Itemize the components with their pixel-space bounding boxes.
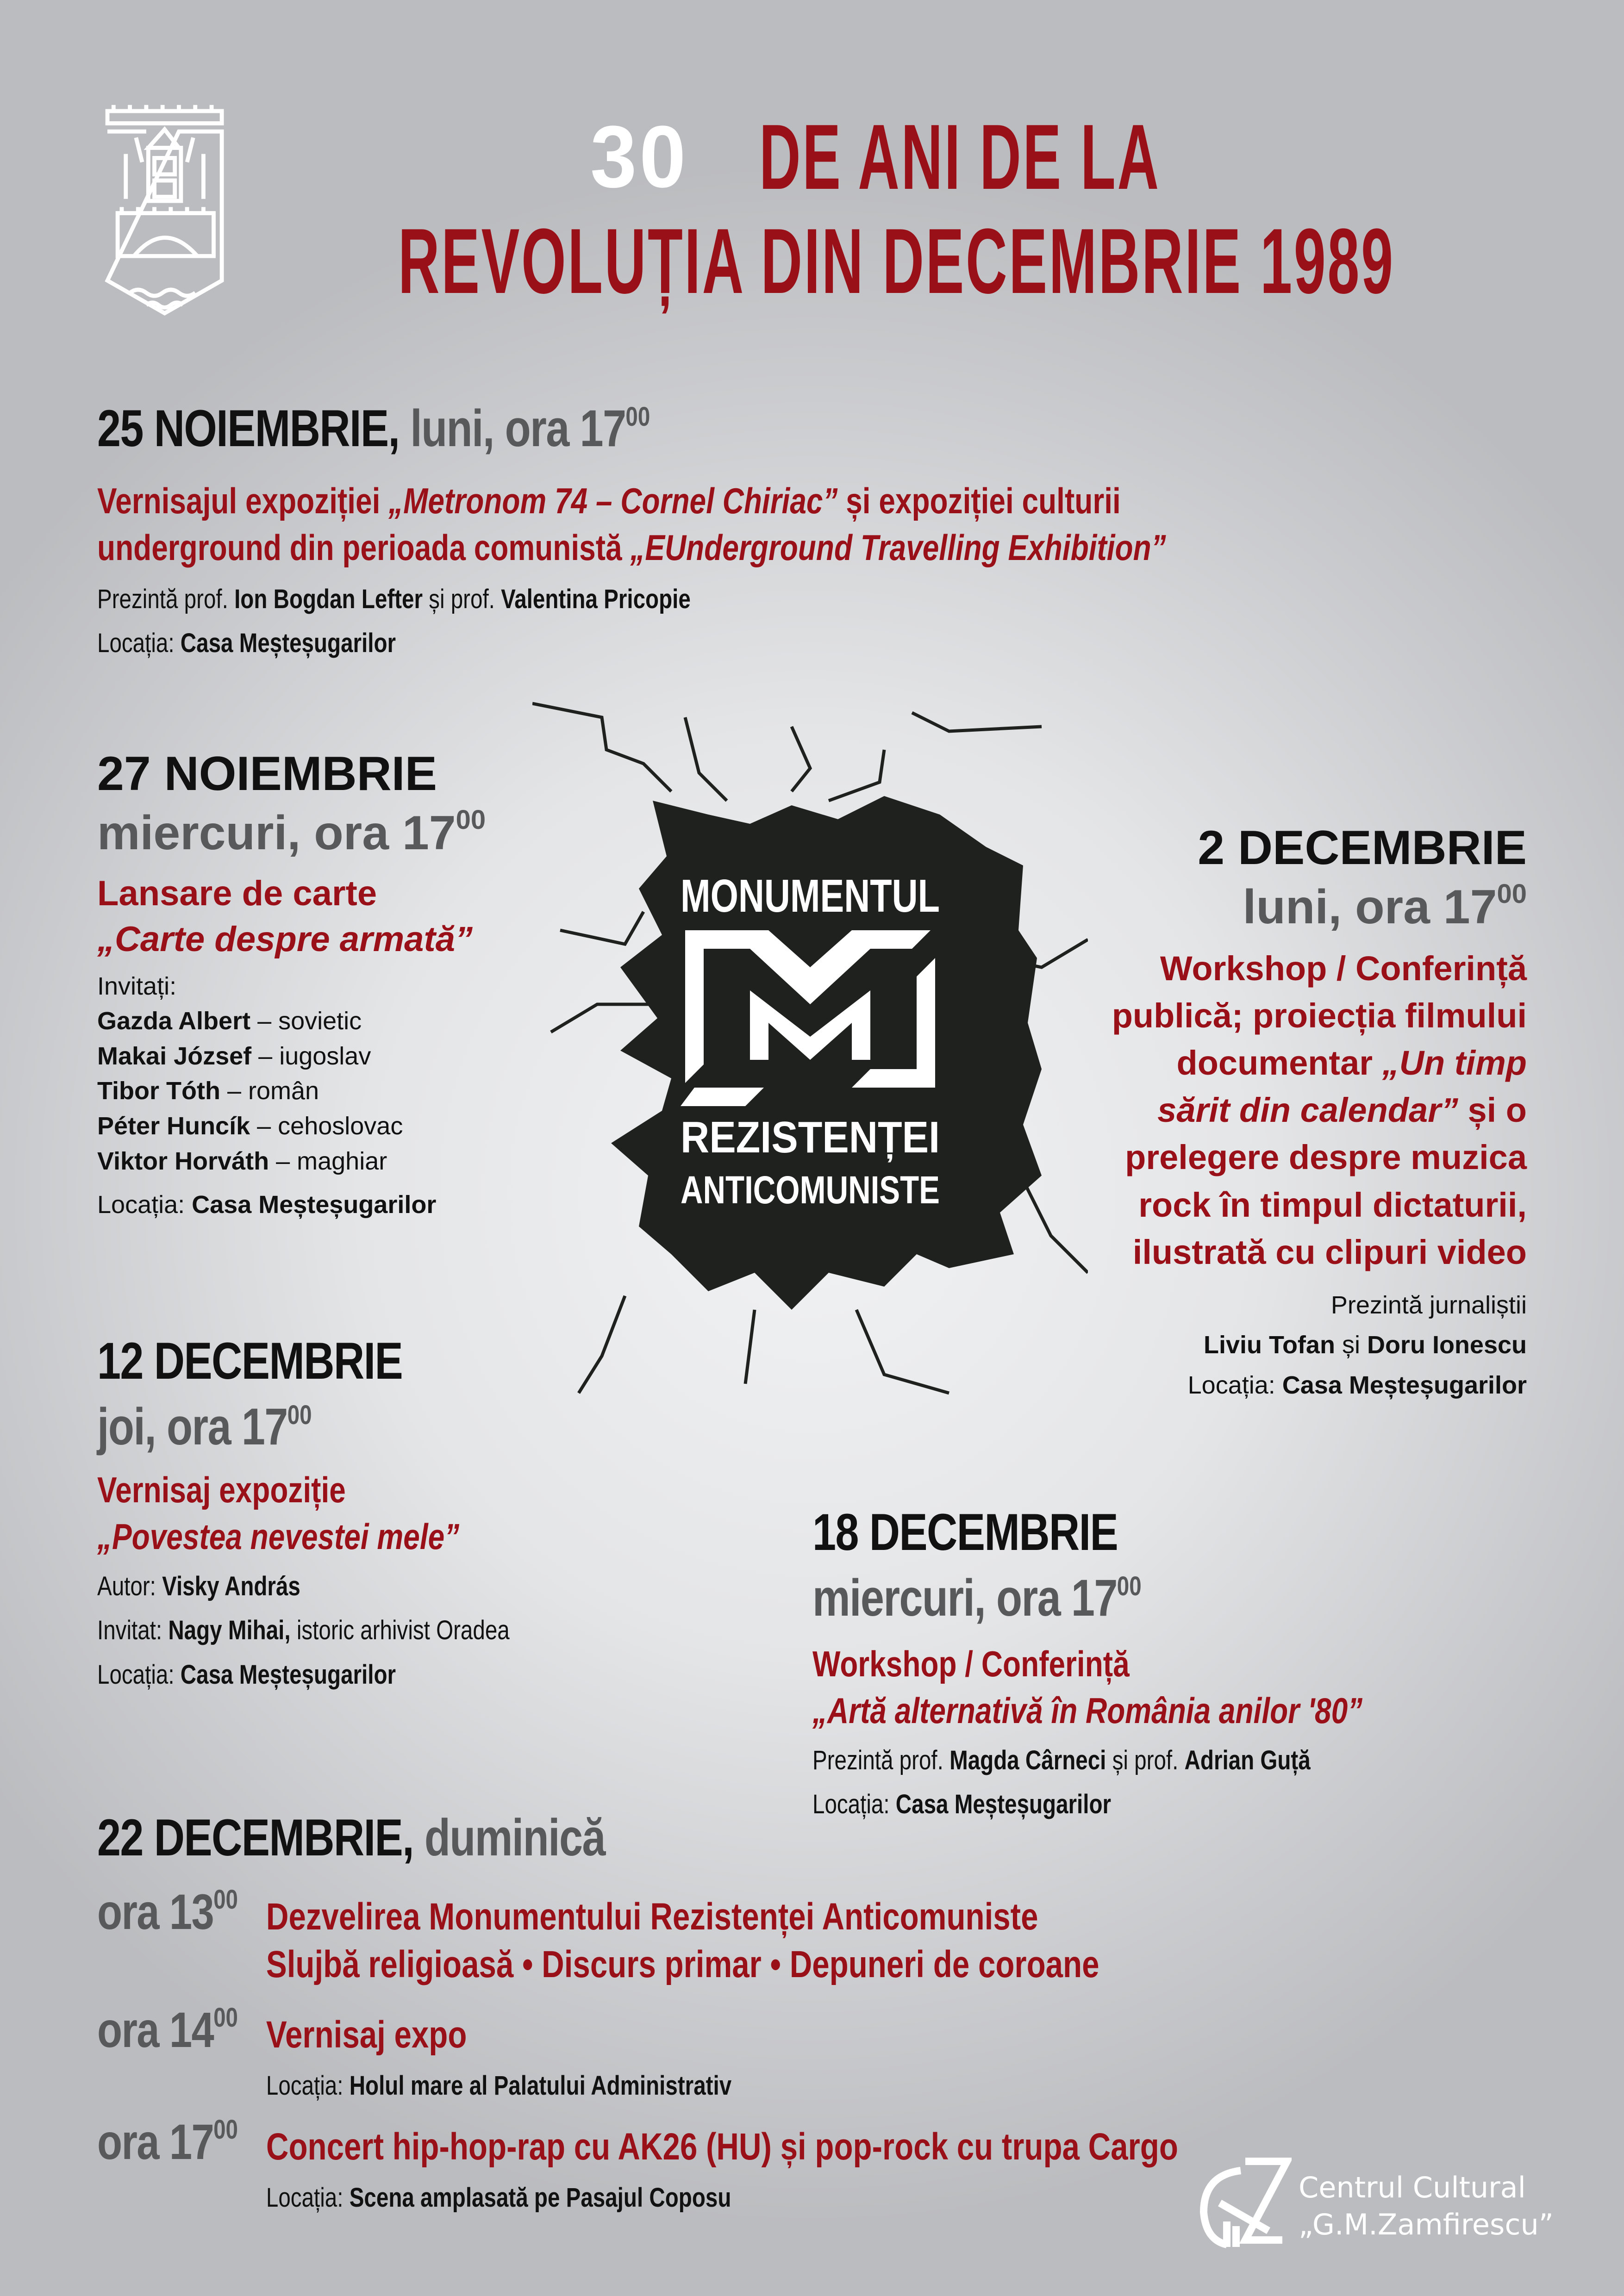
slot-time: ora $14^{00}$ — [97, 2002, 238, 2058]
event-author: Autor: Visky András — [97, 1571, 300, 1601]
event-date: 18 DECEMBRIE — [812, 1503, 1118, 1561]
schedule-slot — [97, 2002, 1540, 2108]
event-date: 22 DECEMBRIE, duminică — [97, 1809, 605, 1867]
svg-text:MONUMENTUL: MONUMENTUL — [681, 870, 940, 922]
event-location: Locația: Casa Meșteșugarilor — [97, 1660, 396, 1690]
event-subtitle: „Carte despre armată” — [97, 919, 473, 959]
event-guest: Invitat: Nagy Mihai, istoric arhivist Oradea — [97, 1615, 510, 1646]
org-name-line2: „G.M.Zamfirescu” — [1299, 2208, 1554, 2241]
event-location: Locația: Casa Meșteșugarilor — [97, 1191, 437, 1219]
slot-details: Concert hip-hop-rap cu AK26 (HU) și pop-rock cu trupa Cargo Locația: Scena amplasată pe Pasajul Coposu — [266, 2126, 1178, 2213]
slot-time: ora $17^{00}$ — [97, 2114, 238, 2170]
event-day-time: luni, ora $17^{00}$ — [1243, 879, 1527, 934]
svg-text:ANTICOMUNISTE: ANTICOMUNISTE — [681, 1168, 940, 1212]
event-18-decembrie — [812, 1503, 1553, 1827]
event-presenters: Liviu Tofan și Doru Ionescu — [1203, 1331, 1527, 1359]
slot-details: Vernisaj expo Locația: Holul mare al Palatului Administrativ — [266, 2014, 732, 2101]
oradea-coat-of-arms-icon — [97, 97, 236, 333]
guest-item: Makai József – iugoslav — [97, 1042, 371, 1070]
org-name-line1: Centrul Cultural — [1299, 2171, 1526, 2204]
slot-time: ora $13^{00}$ — [97, 1884, 238, 1940]
event-date: 12 DECEMBRIE — [97, 1332, 403, 1390]
event-day-time: miercuri, ora $17^{00}$ — [97, 805, 486, 860]
guest-item: Viktor Horváth – maghiar — [97, 1147, 387, 1175]
event-location: Locația: Casa Meșteșugarilor — [1187, 1371, 1527, 1399]
event-location: Locația: Casa Meșteșugarilor — [97, 628, 396, 659]
event-presenters: Prezintă prof. Magda Cârneci și prof. Adrian Guță — [812, 1745, 1311, 1775]
guest-item: Gazda Albert – sovietic — [97, 1007, 362, 1035]
guest-list — [97, 1004, 653, 1179]
event-title: Workshop / Conferință — [812, 1643, 1130, 1684]
event-12-decembrie — [97, 1332, 699, 1697]
title-number: 30 — [590, 108, 689, 206]
event-day-time: joi, ora $17^{00}$ — [97, 1398, 312, 1456]
guests-label: Invitați: — [97, 972, 177, 1000]
event-2-decembrie — [948, 821, 1527, 1405]
event-subtitle: „Povestea nevestei mele” — [97, 1516, 460, 1557]
title-line-2: REVOLUȚIA DIN DECEMBRIE 1989 — [398, 210, 1395, 313]
event-date: 2 DECEMBRIE — [1198, 821, 1527, 875]
slot-details: Dezvelirea Monumentului Rezistenței Anticomuniste Slujbă religioasă • Discurs primar • Depuneri de coroane — [266, 1896, 1099, 1985]
event-date: 25 NOIEMBRIE, luni, ora $17^{00}$ — [97, 399, 650, 457]
guest-item: Tibor Tóth – român — [97, 1077, 319, 1105]
event-day-time: miercuri, ora $17^{00}$ — [812, 1569, 1142, 1627]
gmz-logo-icon — [1194, 2157, 1292, 2249]
event-title: Vernisajul expoziției „Metronom 74 – Cornel Chiriac” și expoziției culturii underground din perioada comunistă „EUnderground Travelling Exhibition” — [97, 480, 1166, 568]
event-subtitle: „Artă alternativă în România anilor '80” — [812, 1690, 1363, 1731]
event-presenters: Prezintă prof. Ion Bogdan Lefter și prof. Valentina Pricopie — [97, 584, 691, 614]
centrul-cultural-logo — [1194, 2157, 1579, 2249]
event-25-noiembrie — [97, 399, 1579, 666]
event-title: Lansare de carte — [97, 874, 377, 913]
event-27-noiembrie — [97, 747, 653, 1226]
event-presenters-label: Prezintă jurnaliștii — [1330, 1291, 1527, 1319]
schedule-slot — [97, 1884, 1540, 1988]
event-title: Vernisaj expoziție — [97, 1469, 346, 1510]
svg-text:REZISTENȚEI: REZISTENȚEI — [681, 1113, 940, 1162]
title-line-1: DE ANI DE LA — [759, 106, 1161, 209]
guest-item: Péter Huncík – cehoslovac — [97, 1112, 403, 1140]
event-title: Workshop / Conferință publică; proiecția filmului documentar „Un timp sărit din calendar” și o prelegere despre muzica rock în timpul dictaturii, ilustrată cu clipuri video — [1112, 949, 1527, 1271]
event-day-time: luni, ora $17^{00}$ — [410, 399, 650, 457]
event-date: 27 NOIEMBRIE — [97, 747, 437, 801]
event-location: Locația: Casa Meșteșugarilor — [812, 1789, 1112, 1820]
